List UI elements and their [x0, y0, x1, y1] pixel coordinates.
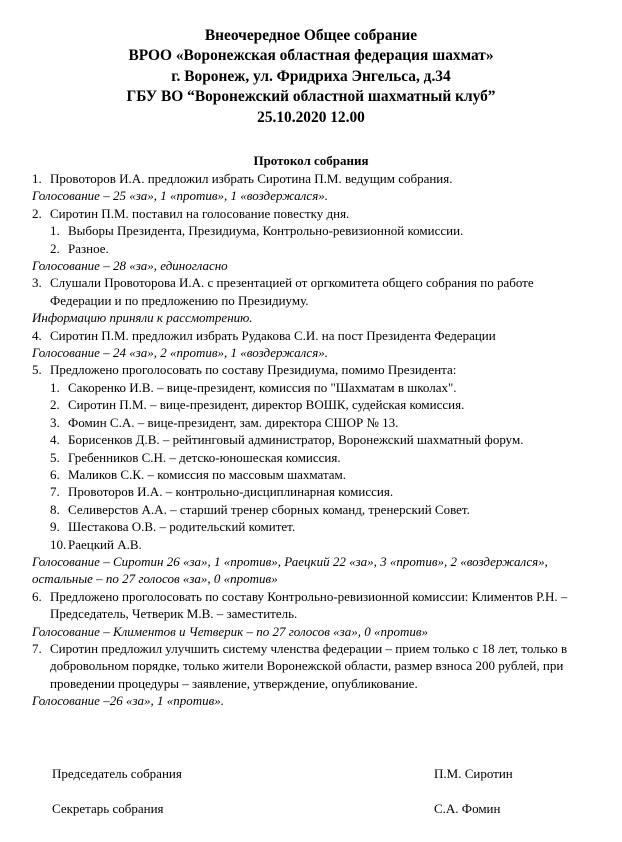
- presidium-member: [50, 431, 592, 448]
- meeting-address: г. Воронеж, ул. Фридриха Энгельса, д.34: [171, 67, 451, 85]
- sub-number: 9.: [50, 519, 60, 535]
- sub-text: Сиротин П.М. – вице-президент, директор ВОШК, судейская комиссия.: [68, 397, 465, 413]
- item-text: Сиротин предложил улучшить систему членства федерации – прием только с 18 лет, только в добровольном порядке, только жители Воронежской области, размер взноса 200 рублей, при проведении процедуры – заявление, утверждение, опубликование.: [50, 640, 568, 691]
- protocol-item: [32, 361, 592, 378]
- presidium-member: [50, 501, 592, 518]
- sub-text: Борисенков Д.В. – рейтинговый администратор, Воронежский шахматный форум.: [68, 432, 524, 448]
- protocol-item: [32, 205, 592, 222]
- presidium-member: [50, 518, 592, 535]
- protocol-title: Протокол собрания: [253, 153, 369, 168]
- protocol-item: [32, 588, 592, 623]
- vote-result: Голосование – Сиротин 26 «за», 1 «против», Раецкий 22 «за», 3 «против», 2 «воздержался», остальные – по 27 голосов «за», 0 «против»: [32, 553, 548, 587]
- vote-result: Голосование – Климентов и Четверик – по 27 голосов «за», 0 «против»: [32, 623, 428, 639]
- protocol-item: [32, 170, 592, 187]
- sub-text: Маликов С.К. – комиссия по массовым шахматам.: [68, 466, 347, 482]
- item-text: Сиротин П.М. предложил избрать Рудакова С.И. на пост Президента Федерации: [50, 327, 496, 343]
- sub-text: Сакоренко И.В. – вице-президент, комиссия по "Шахматам в школах".: [68, 379, 457, 395]
- presidium-member: [50, 379, 592, 396]
- protocol-item: [32, 327, 592, 344]
- sub-number: 4.: [50, 432, 60, 448]
- sub-text: Разное.: [68, 240, 109, 256]
- item-number: 3.: [32, 275, 42, 291]
- sub-text: Селиверстов А.А. – старший тренер сборных команд, тренерский Совет.: [68, 501, 470, 517]
- sub-text: Шестакова О.В. – родительский комитет.: [68, 519, 296, 535]
- agenda-list: [32, 222, 592, 257]
- item-text: Предложено проголосовать по составу Контрольно-ревизионной комиссии: Климентов Р.Н. – Председатель, Четверик М.В. – заместитель.: [50, 588, 568, 622]
- sub-number: 7.: [50, 484, 60, 500]
- sub-number: 1.: [50, 379, 60, 395]
- item-text: Слушали Провоторова И.А. с презентацией от оргкомитета общего собрания по работе Федерации и по предложению по Президиуму.: [50, 275, 534, 308]
- meeting-date: 25.10.2020 12.00: [257, 108, 365, 126]
- sub-number: 8.: [50, 501, 60, 517]
- item-number: 4.: [32, 327, 42, 343]
- presidium-list: [32, 379, 592, 553]
- presidium-member: [50, 414, 592, 431]
- vote-result: Информацию приняли к рассмотрению.: [32, 310, 253, 326]
- item-text: Сиротин П.М. поставил на голосование повестку дня.: [50, 205, 350, 221]
- sub-text: Раецкий А.В.: [68, 536, 142, 552]
- item-text: Предложено проголосовать по составу Президиума, помимо Президента:: [50, 362, 457, 378]
- item-number: 5.: [32, 362, 42, 378]
- vote-result: Голосование – 25 «за», 1 «против», 1 «воздержался».: [32, 188, 328, 204]
- agenda-item: [50, 240, 592, 257]
- protocol-item: [32, 640, 592, 692]
- sub-number: 5.: [50, 449, 60, 465]
- sub-number: 3.: [50, 414, 60, 430]
- item-number: 1.: [32, 171, 42, 186]
- protocol-item: [32, 274, 592, 309]
- sub-number: 2.: [50, 397, 60, 413]
- venue-name: ГБУ ВО “Воронежский областной шахматный клуб”: [126, 88, 496, 106]
- presidium-member: [50, 449, 592, 466]
- sub-number: 10.: [50, 536, 67, 552]
- vote-result: Голосование – 28 «за», единогласно: [32, 258, 228, 274]
- vote-result: Голосование –26 «за», 1 «против».: [32, 693, 225, 709]
- presidium-member: [50, 483, 592, 500]
- sub-text: Выборы Президента, Президиума, Контрольно-ревизионной комиссии.: [68, 223, 464, 239]
- protocol-body: [32, 170, 592, 710]
- secretary-label: Секретарь собрания: [52, 801, 164, 816]
- presidium-member: [50, 396, 592, 413]
- organization-name: ВРОО «Воронежская областная федерация шахмат»: [128, 47, 494, 65]
- presidium-member: [50, 466, 592, 483]
- vote-result: Голосование – 24 «за», 2 «против», 1 «воздержался».: [32, 345, 328, 361]
- sub-number: 1.: [50, 223, 60, 239]
- item-number: 2.: [32, 205, 42, 221]
- sub-number: 2.: [50, 240, 60, 256]
- item-number: 7.: [32, 640, 42, 656]
- item-number: 6.: [32, 588, 42, 604]
- presidium-member: [50, 536, 592, 553]
- meeting-title: Внеочередное Общее собрание: [204, 27, 418, 44]
- agenda-item: [50, 222, 592, 239]
- chair-name: П.М. Сиротин: [434, 766, 513, 781]
- secretary-name: С.А. Фомин: [434, 801, 501, 816]
- document-header: [0, 26, 622, 128]
- sub-text: Гребенников С.Н. – детско-юношеская комиссия.: [68, 449, 341, 465]
- sub-number: 6.: [50, 466, 60, 482]
- sub-text: Фомин С.А. – вице-президент, зам. директора СШОР № 13.: [68, 414, 399, 430]
- item-text: Провоторов И.А. предложил избрать Сиротина П.М. ведущим собрания.: [50, 171, 453, 186]
- sub-text: Провоторов И.А. – контрольно-дисциплинарная комиссия.: [68, 484, 394, 500]
- chair-label: Председатель собрания: [52, 766, 182, 781]
